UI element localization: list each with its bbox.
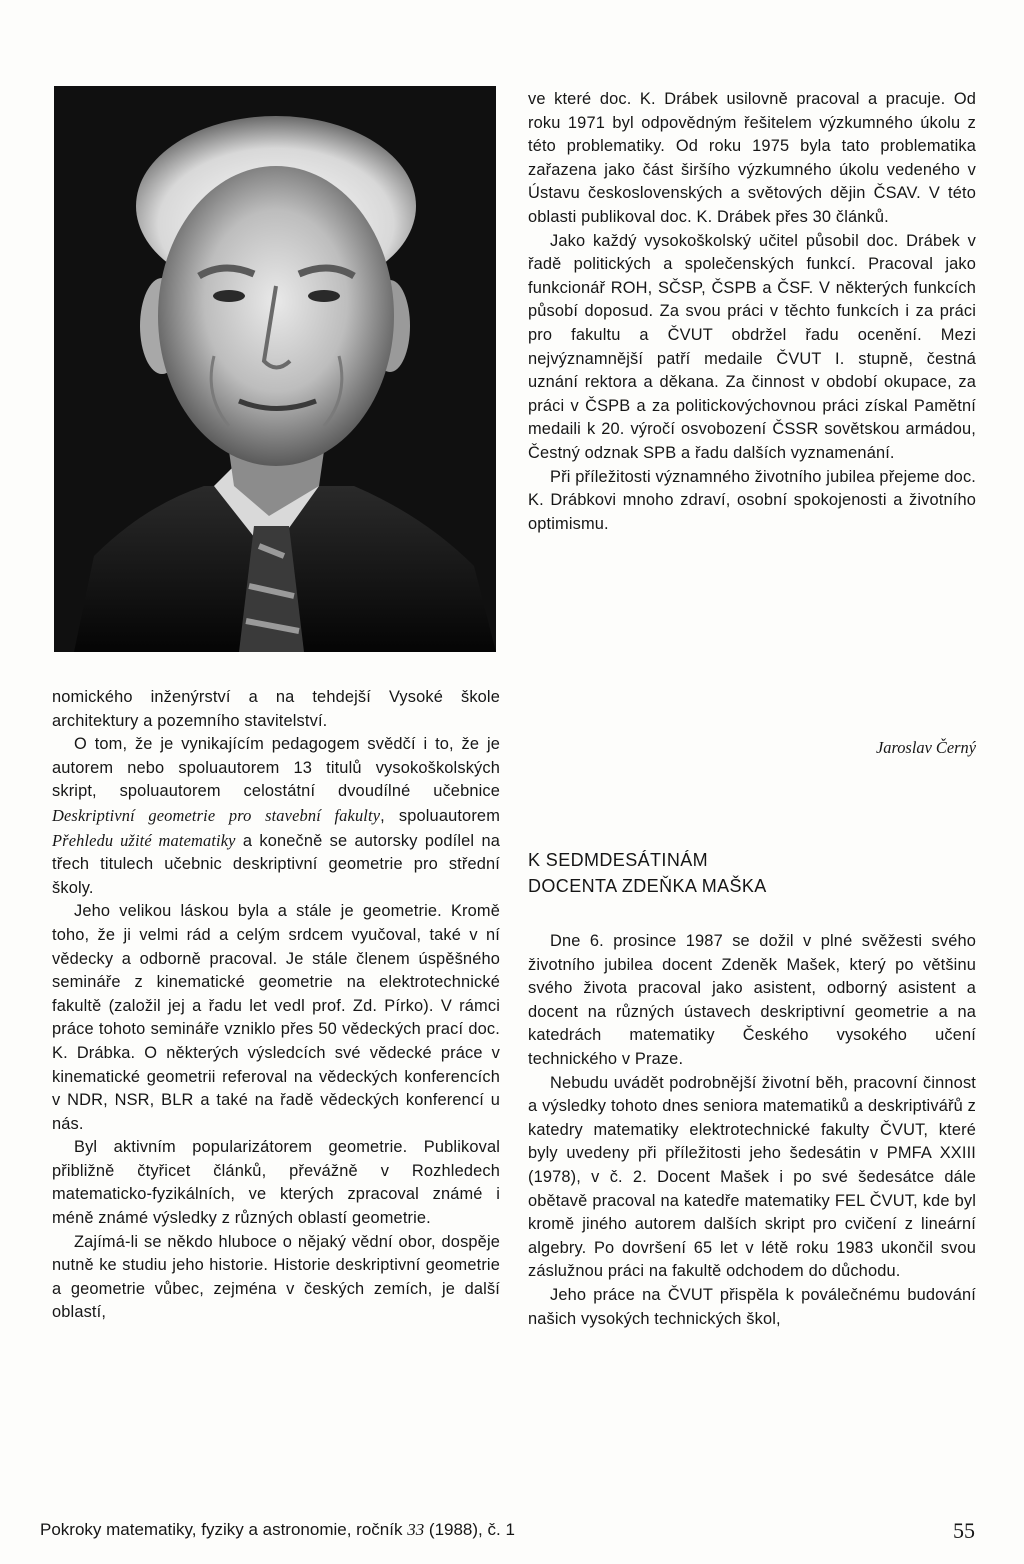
paragraph: Nebudu uvádět podrobnější životní běh, pracovní činnost a výsledky tohoto dnes seniora matematiků a deskriptivářů z katedry matematiky elektrotechnické fakulty ČVUT, které byly uvedeny při příležitosti jeho šedesátin v PMFA XXIII (1978), v č. 2. Docent Mašek i po své šedesátce dále obětavě pracoval na katedře matematiky FEL ČVUT, kde byl kromě jiného autorem dalších skript pro cvičení z lineární algebry. Po dovršení 65 let v létě roku 1983 ukončil svou záslužnou práci na fakultě odchodem do důchodu. xyxy=(528,1073,976,1281)
right-column-bottom xyxy=(528,930,976,1331)
paragraph xyxy=(52,733,500,900)
paragraph: Zajímá-li se někdo hluboce o nějaký vědní obor, dospěje nutně ke studiu jeho historie. Historie deskriptivní geometrie a geometrie vůbec, zejména v českých zemích, je další oblastí, xyxy=(52,1232,500,1322)
paragraph: Jeho velikou láskou byla a stále je geometrie. Kromě toho, že ji velmi rád a celým srdcem vyučoval, také v ní vědecky a odborně pracoval. Je stále členem úspěšného semináře z kinematické geometrie na elektrotechnické fakultě (založil jej a řadu let vedl prof. Zd. Pírko). V rámci práce tohoto semináře vzniklo přes 50 vědeckých prací doc. K. Drábka. O některých výsledcích své vědecké práce v kinematické geometrii referoval na vědeckých konferencích v NDR, NSR, BLR a také na řadě vědeckých konferencí u nás. xyxy=(52,902,500,1133)
paragraph: Jako každý vysokoškolský učitel působil doc. Drábek v řadě politických a společenských funkcí. Pracoval jako funkcionář ROH, SČSP, ČSPB a ČSF. V některých funkcích působí doposud. Za svou práci v těchto funkcích i za práci pro fakultu a ČVUT obdržel řadu ocenění. Mezi nejvýznamnější patří medaile ČVUT I. stupně, čestná uznání rektora a děkana. Za činnost v období okupace, za práci v ČSPB a za politickovýchovnou práci získal Pamětní medaili k 20. výročí osvobození ČSSR sovětskou armádou, Čestný odznak SPB a řadu dalších vyznamenání. xyxy=(528,231,976,462)
paragraph: nomického inženýrství a na tehdejší Vysoké škole architektury a pozemního stavitelství. xyxy=(52,688,500,730)
portrait-photo xyxy=(54,86,496,652)
right-column-top xyxy=(528,88,976,536)
page-number: 55 xyxy=(953,1518,975,1543)
text-run: O tom, že je vynikajícím pedagogem svědčí i to, že je autorem nebo spoluautorem 13 titulů vysokoškolských skript, spoluautorem celostátní dvoudílné učebnice xyxy=(52,735,500,801)
heading-line: DOCENTA ZDEŇKA MAŠKA xyxy=(528,876,767,896)
text-run: , spoluautorem xyxy=(380,806,500,825)
heading-line: K SEDMDESÁTINÁM xyxy=(528,850,709,870)
journal-volume: 33 xyxy=(407,1520,425,1539)
journal-name: Pokroky matematiky, fyziky a astronomie, ročník xyxy=(40,1520,408,1539)
paragraph: Při příležitosti významného životního jubilea přejeme doc. K. Drábkovi mnoho zdraví, osobní spokojenosti a životního optimismu. xyxy=(528,467,976,533)
journal-footer xyxy=(40,1518,970,1542)
left-column xyxy=(52,686,500,1325)
paragraph: ve které doc. K. Drábek usilovně pracoval a pracuje. Od roku 1971 byl odpovědným řešitelem výzkumného úkolu z této problematiky. Od roku 1975 byla tato problematika zařazena jako část širšího výzkumného úkolu vedeného v Ústavu československých a světových dějin ČSAV. V této oblasti publikoval doc. K. Drábek přes 30 článků. xyxy=(528,90,976,226)
book-title: Přehledu užité matematiky xyxy=(52,830,236,850)
article-heading xyxy=(528,847,976,899)
paragraph: Dne 6. prosince 1987 se dožil v plné svěžesti svého životního jubilea docent Zdeněk Mašek, který po většinu svého života pracoval jako asistent, odborný asistent a docent na různých ústavech deskriptivní geometrie a na katedrách matematiky Českého vysokého učení technického v Praze. xyxy=(528,932,976,1068)
portrait-photo-icon xyxy=(54,86,496,652)
paragraph: Jeho práce na ČVUT přispěla k poválečnému budování našich vysokých technických škol, xyxy=(528,1285,976,1328)
text-run: a konečně se autorsky podílel na třech titulech učebnic deskriptivní geometrie pro střední školy. xyxy=(52,831,500,897)
author-signature: Jaroslav Černý xyxy=(876,738,976,757)
book-title: Deskriptivní geometrie pro stavební fakulty xyxy=(52,805,381,825)
journal-issue: (1988), č. 1 xyxy=(424,1520,515,1539)
paragraph: Byl aktivním popularizátorem geometrie. Publikoval přibližně čtyřicet článků, převážně v Rozhledech matematicko-fyzikálních, ve kterých zpracoval známé i méně známé výsledky z různých oblastí geometrie. xyxy=(52,1138,500,1228)
